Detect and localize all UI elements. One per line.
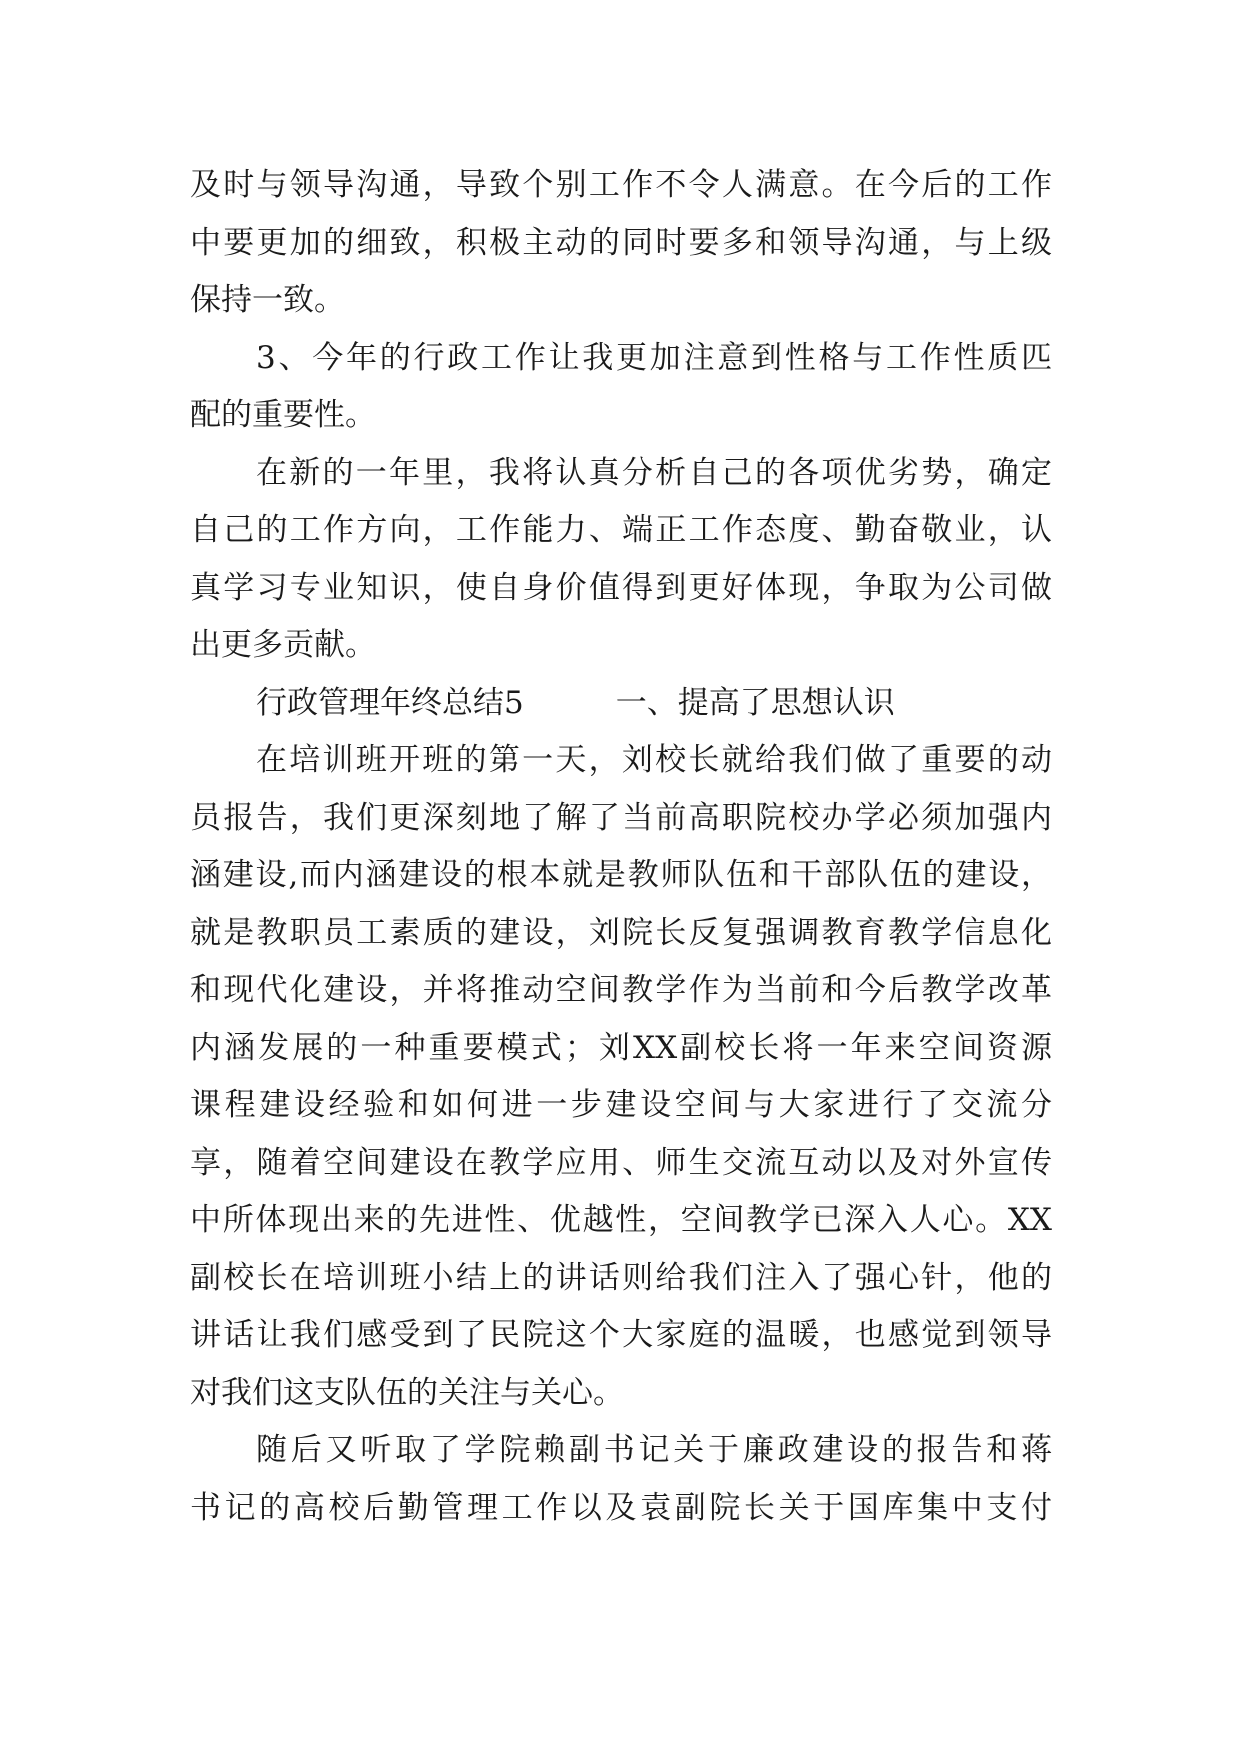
paragraph-line: 中所体现出来的先进性、优越性，空间教学已深入人心。XX — [190, 1202, 1052, 1238]
paragraph-line: 讲话让我们感受到了民院这个大家庭的温暖，也感觉到领导 — [190, 1317, 1052, 1353]
paragraph-line: 员报告，我们更深刻地了解了当前高职院校办学必须加强内 — [190, 799, 1052, 836]
paragraph-line: 享，随着空间建设在教学应用、师生交流互动以及对外宣传 — [190, 1144, 1052, 1181]
paragraph-line: 和现代化建设，并将推动空间教学作为当前和今后教学改革 — [190, 972, 1052, 1008]
paragraph-line: 保持一致。 — [190, 282, 345, 318]
paragraph-line: 在新的一年里，我将认真分析自己的各项优劣势，确定 — [256, 454, 1052, 491]
paragraph-line: 随后又听取了学院赖副书记关于廉政建设的报告和蒋 — [256, 1432, 1052, 1468]
document-body — [190, 157, 1052, 1537]
paragraph-line: 书记的高校后勤管理工作以及袁副院长关于国库集中支付 — [190, 1489, 1052, 1526]
heading-title: 行政管理年终总结5 — [256, 684, 524, 721]
paragraph-line: 自己的工作方向，工作能力、端正工作态度、勤奋敬业，认 — [190, 512, 1052, 548]
paragraph-line: 对我们这支队伍的关注与关心。 — [190, 1374, 624, 1411]
paragraph-line: 内涵发展的一种重要模式；刘XX副校长将一年来空间资源 — [190, 1029, 1052, 1066]
paragraph-line: 中要更加的细致，积极主动的同时要多和领导沟通，与上级 — [190, 224, 1052, 261]
section-heading — [190, 675, 1052, 733]
heading-section: 一、提高了思想认识 — [615, 684, 895, 721]
paragraph-line: 3、今年的行政工作让我更加注意到性格与工作性质匹 — [256, 339, 1052, 376]
paragraph-line: 配的重要性。 — [190, 397, 376, 433]
paragraph-line: 在培训班开班的第一天，刘校长就给我们做了重要的动 — [256, 742, 1052, 778]
paragraph-line: 及时与领导沟通，导致个别工作不令人满意。在今后的工作 — [190, 167, 1052, 203]
paragraph-line: 真学习专业知识，使自身价值得到更好体现，争取为公司做 — [190, 569, 1052, 606]
paragraph-line: 就是教职员工素质的建设，刘院长反复强调教育教学信息化 — [190, 914, 1052, 951]
paragraph-line: 课程建设经验和如何进一步建设空间与大家进行了交流分 — [190, 1087, 1052, 1123]
paragraph-line: 出更多贡献。 — [190, 627, 376, 663]
paragraph-line: 涵建设,而内涵建设的根本就是教师队伍和干部队伍的建设， — [190, 857, 1052, 893]
paragraph-line: 副校长在培训班小结上的讲话则给我们注入了强心针，他的 — [190, 1259, 1052, 1296]
